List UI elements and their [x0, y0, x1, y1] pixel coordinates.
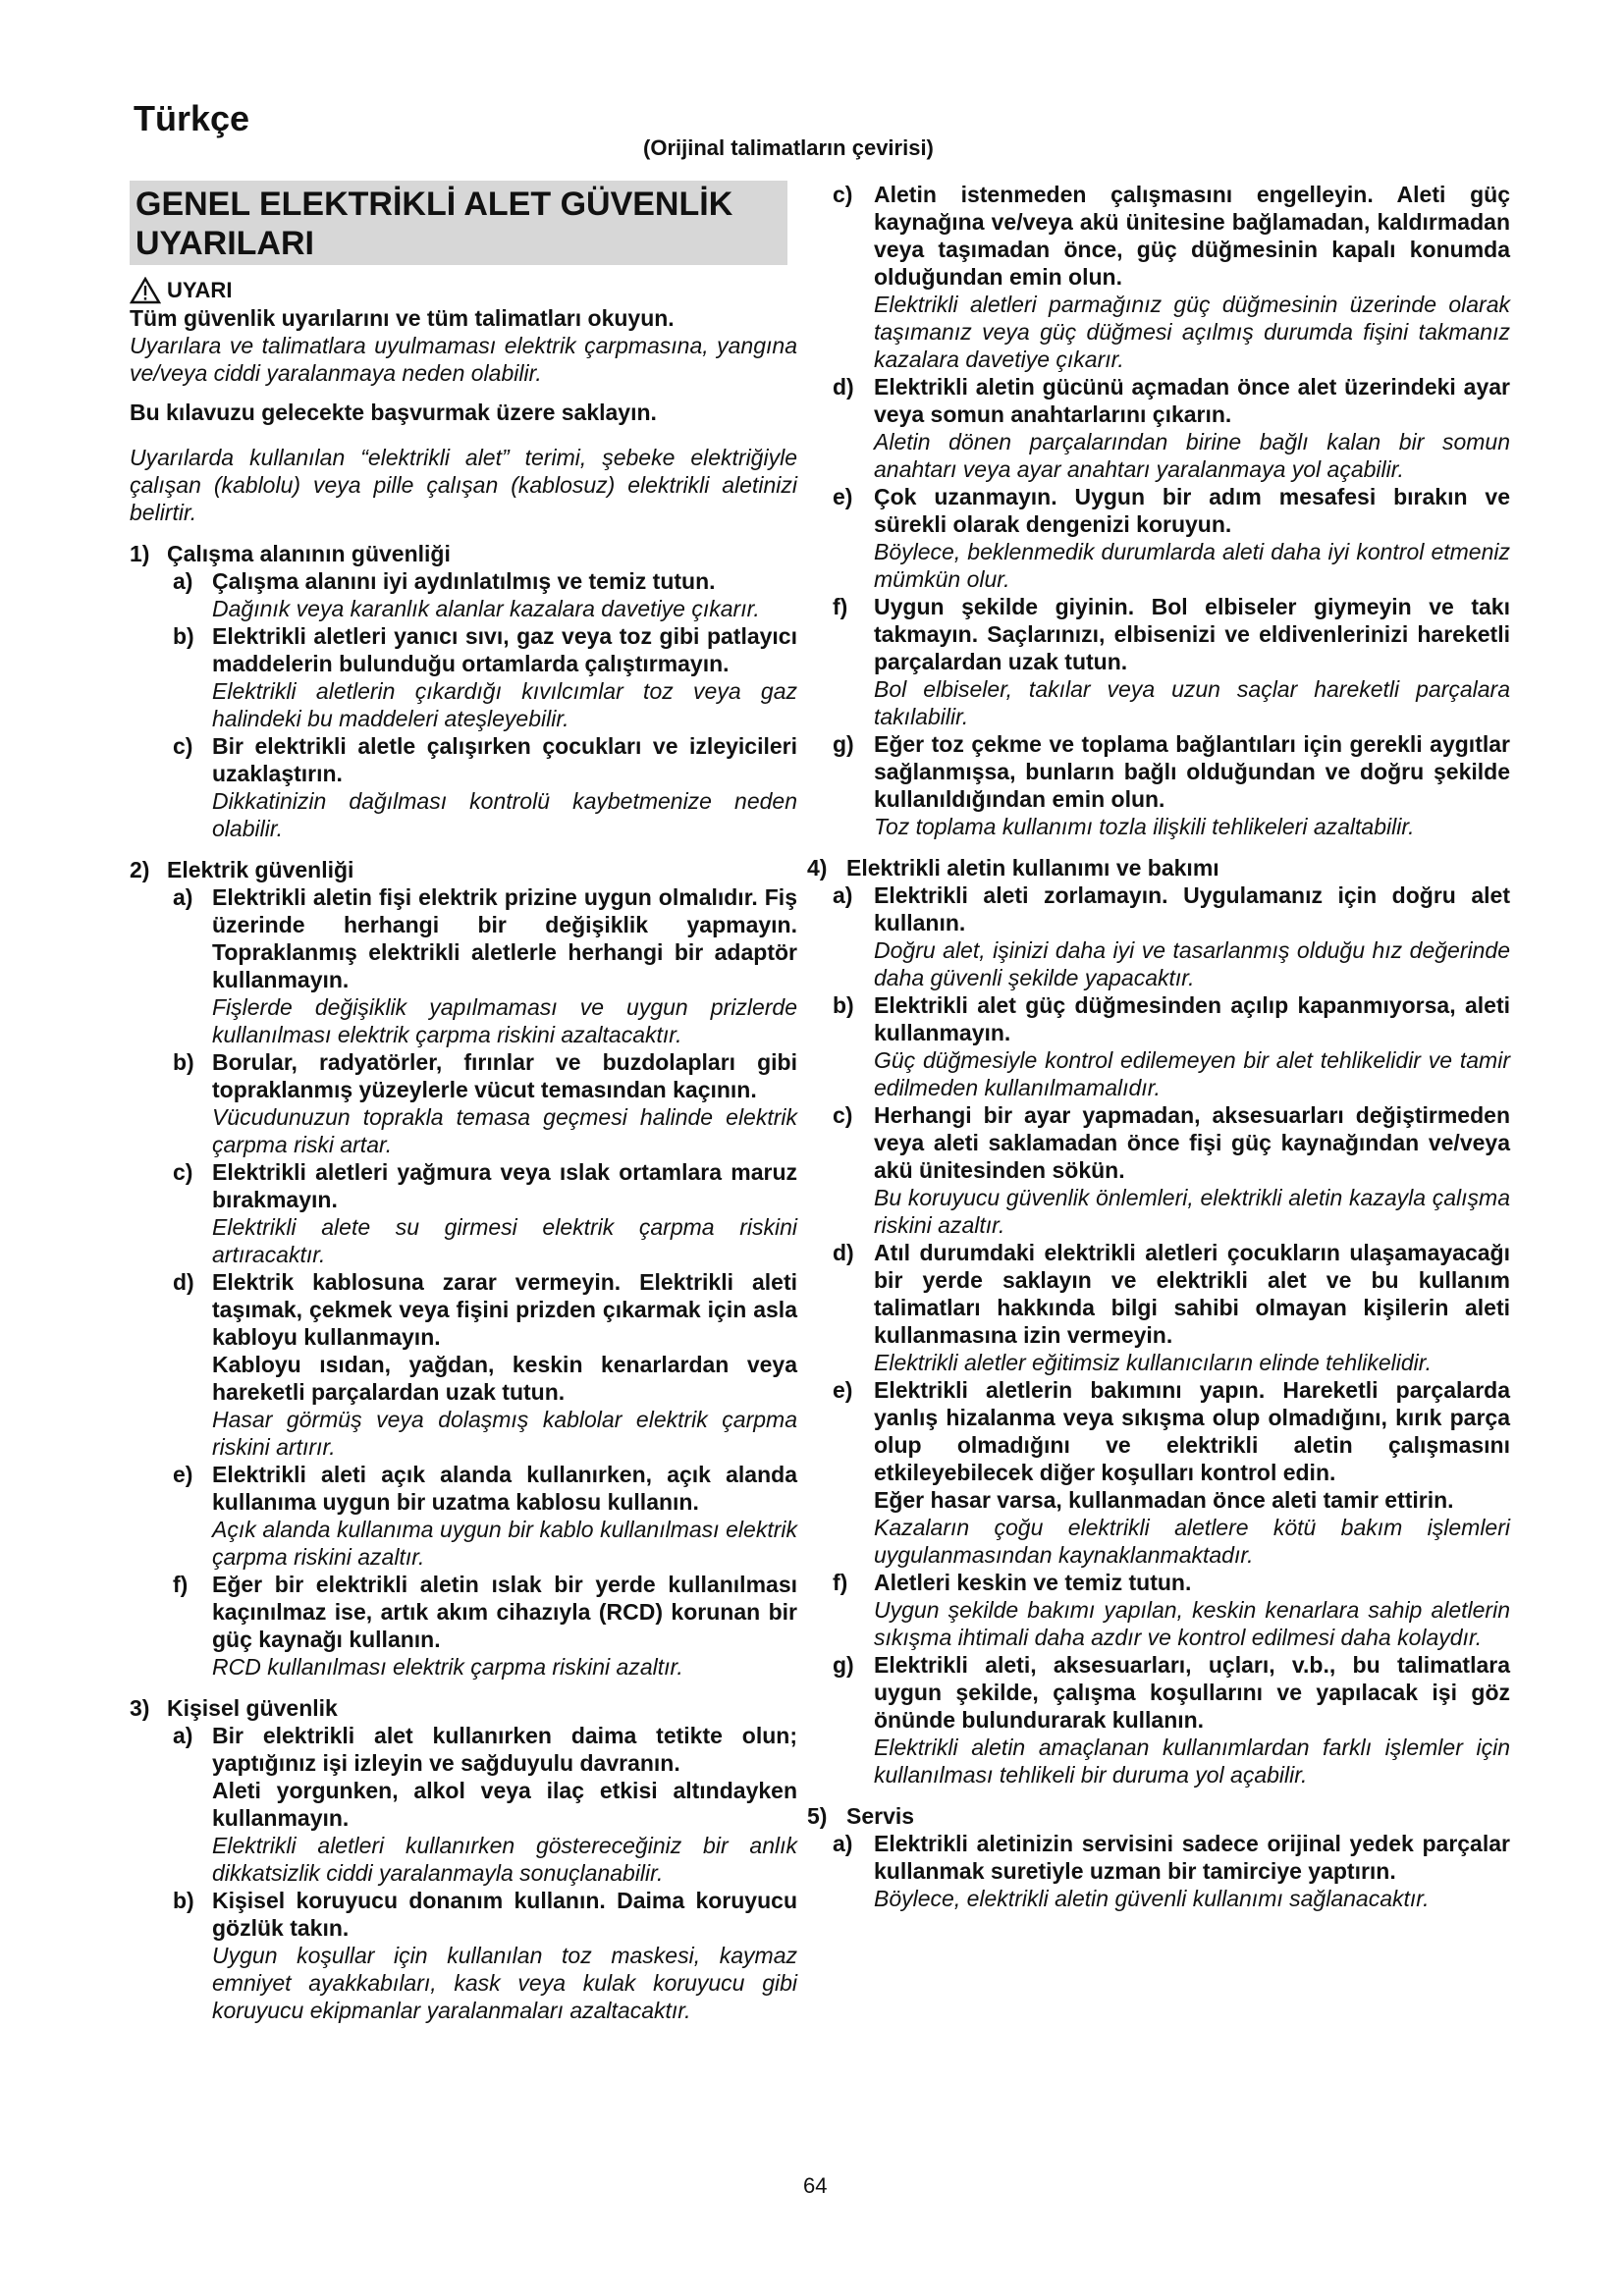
section-3-title: Kişisel güvenlik — [167, 1695, 338, 1721]
intro-italic-1: Uyarılara ve talimatlara uyulmaması elektrik çarpmasına, yangına ve/veya ciddi yaralanmaya neden olabilir. — [130, 333, 797, 386]
list-item: c) Bir elektrikli aletle çalışırken çocukları ve izleyicileri uzaklaştırın. Dikkatinizin dağılması kontrolü kaybetmenize neden olabilir. — [173, 733, 797, 841]
section-2-title: Elektrik güvenliği — [167, 857, 354, 882]
list-item: f) Uygun şekilde giyinin. Bol elbiseler giymeyin ve takı takmayın. Saçlarınızı, elbisenizi ve eldivenlerinizi hareketli parçalardan uzak tutun. Bol elbiseler, takılar veya uzun saçlar hareketli parçalara takılabilir. — [833, 594, 1510, 729]
section-5-title: Servis — [846, 1803, 915, 1829]
section-5-header: 5) Servis — [807, 1803, 915, 1829]
section-4-header: 4) Elektrikli aletin kullanımı ve bakımı — [807, 855, 1219, 881]
section-1-title: Çalışma alanının güvenliği — [167, 541, 451, 566]
list-item: d) Elektrikli aletin gücünü açmadan önce alet üzerindeki ayar veya somun anahtarlarını çıkarın. Aletin dönen parçalarından birine bağlı kalan bir somun anahtarı veya ayar anahtarı yaralanmaya yol açabilir. — [833, 374, 1510, 482]
list-item: c) Aletin istenmeden çalışmasını engelleyin. Aleti güç kaynağına ve/veya akü ünitesine bağlamadan, kaldırmadan veya taşımadan önce, güç düğmesinin kapalı konumda olduğundan emin olun. Elektrikli aletleri parmağınız güç düğmesinin üzerinde olarak taşımanız veya güç düğmesi açılmış durumda fişini takmanız kazalara davetiye çıkarır. — [833, 182, 1510, 372]
list-item: d) Elektrik kablosuna zarar vermeyin. Elektrikli aleti taşımak, çekmek veya fişini prizden çıkarmak için asla kabloyu kullanmayın. Kabloyu ısıdan, yağdan, keskin kenarlardan veya hareketli parçalardan uzak tutun. Hasar görmüş veya dolaşmış kablolar elektrik çarpma riskini artırır. — [173, 1269, 797, 1460]
list-item: c) Herhangi bir ayar yapmadan, aksesuarları değiştirmeden veya aleti saklamadan önce fişi güç kaynağından ve/veya akü ünitesinden sökün. Bu koruyucu güvenlik önlemleri, elektrikli aletin kazayla çalışma riskini azaltır. — [833, 1102, 1510, 1238]
intro-italic-2: Uyarılarda kullanılan “elektrikli alet” terimi, şebeke elektriğiyle çalışan (kablolu) veya pille çalışan (kablosuz) elektrikli aletinizi belirtir. — [130, 445, 797, 525]
section-1-header: 1) Çalışma alanının güvenliği — [130, 541, 451, 566]
list-item: a) Elektrikli aleti zorlamayın. Uygulamanız için doğru alet kullanın. Doğru alet, işinizi daha iyi ve tasarlanmış olduğu hız değerinde daha güvenli şekilde yapacaktır. — [833, 882, 1510, 990]
list-item: f) Aletleri keskin ve temiz tutun. Uygun şekilde bakımı yapılan, keskin kenarlara sahip aletlerin sıkışma ihtimali daha azdır ve kontrol edilmesi daha kolaydır. — [833, 1570, 1510, 1650]
section-2-header: 2) Elektrik güvenliği — [130, 857, 354, 882]
list-item: d) Atıl durumdaki elektrikli aletleri çocukların ulaşamayacağı bir yerde saklayın ve elektrikli alet ve bu kullanım talimatları hakkında bilgi sahibi olmayan kişilerin aleti kullanmasına izin vermeyin. Elektrikli aletler eğitimsiz kullanıcıların elinde tehlikelidir. — [833, 1240, 1510, 1375]
section-4-title: Elektrikli aletin kullanımı ve bakımı — [846, 855, 1219, 881]
warning-text: UYARI — [167, 278, 233, 302]
list-item: e) Çok uzanmayın. Uygun bir adım mesafesi bırakın ve sürekli olarak dengenizi koruyun. Böylece, beklenmedik durumlarda aleti daha iyi kontrol etmeniz mümkün olur. — [833, 484, 1510, 592]
list-item: f) Eğer bir elektrikli aletin ıslak bir yerde kullanılması kaçınılmaz ise, artık akım cihazıyla (RCD) korunan bir güç kaynağı kullanın. RCD kullanılması elektrik çarpma riskini azaltır. — [173, 1572, 797, 1680]
list-item: g) Elektrikli aleti, aksesuarları, uçları, v.b., bu talimatlara uygun şekilde, çalışma koşullarını ve yapılacak işi göz önünde bulundurarak kullanın. Elektrikli aletin amaçlanan kullanımlardan farklı işlemler için kullanılması tehlikeli bir duruma yol açabilir. — [833, 1652, 1510, 1788]
intro-bold-1: Tüm güvenlik uyarılarını ve tüm talimatları okuyun. — [130, 305, 675, 331]
list-item: a) Çalışma alanını iyi aydınlatılmış ve temiz tutun. Dağınık veya karanlık alanlar kazalara davetiye çıkarır. — [173, 568, 760, 621]
list-item: a) Elektrikli aletinizin servisini sadece orijinal yedek parçalar kullanmak suretiyle uzman bir tamirciye yaptırın. Böylece, elektrikli aletin güvenli kullanımı sağlanacaktır. — [833, 1831, 1510, 1911]
left-column — [130, 181, 797, 2024]
list-item: e) Elektrikli aletlerin bakımını yapın. Hareketli parçalarda yanlış hizalanma veya sıkışma olup olmadığını, kırık parça olup olmadığını ve elektrikli aletin çalışmasını etkileyebilecek diğer koşulları kontrol edin. Eğer hasar varsa, kullanmadan önce aleti tamir ettirin. Kazaların çoğu elektrikli aletlere kötü bakım işlemleri uygulanmasından kaynaklanmaktadır. — [833, 1377, 1510, 1568]
language-heading: Türkçe — [134, 98, 250, 138]
list-item: b) Kişisel koruyucu donanım kullanın. Daima koruyucu gözlük takın. Uygun koşullar için kullanılan toz maskesi, kaymaz emniyet ayakkabıları, kask veya kulak koruyucu gibi koruyucu ekipmanlar yaralanmaları azaltacaktır. — [173, 1888, 797, 2023]
list-item: e) Elektrikli aleti açık alanda kullanırken, açık alanda kullanıma uygun bir uzatma kablosu kullanın. Açık alanda kullanıma uygun bir kablo kullanılması elektrik çarpma riskini azaltır. — [173, 1462, 797, 1570]
list-item: b) Elektrikli aletleri yanıcı sıvı, gaz veya toz gibi patlayıcı maddelerin bulunduğu ortamlarda çalıştırmayın. Elektrikli aletlerin çıkardığı kıvılcımlar toz veya gaz halindeki bu maddeleri ateşleyebilir. — [173, 623, 797, 731]
section-3-header: 3) Kişisel güvenlik — [130, 1695, 338, 1721]
section-banner: GENEL ELEKTRİKLİ ALET GÜVENLİK UYARILARI — [130, 181, 787, 265]
warning-triangle-icon — [130, 277, 161, 304]
translation-note: (Orijinal talimatların çevirisi) — [643, 135, 934, 160]
list-item: c) Elektrikli aletleri yağmura veya ıslak ortamlara maruz bırakmayın. Elektrikli alete su girmesi elektrik çarpma riskini artıracaktır. — [173, 1159, 797, 1267]
intro-bold-2: Bu kılavuzu gelecekte başvurmak üzere saklayın. — [130, 400, 657, 425]
right-column — [807, 181, 1510, 1912]
list-item: b) Borular, radyatörler, fırınlar ve buzdolapları gibi topraklanmış yüzeylerle vücut temasından kaçının. Vücudunuzun toprakla temasa geçmesi halinde elektrik çarpma riski artar. — [173, 1049, 797, 1157]
page-number: 64 — [803, 2173, 828, 2198]
list-item: a) Elektrikli aletin fişi elektrik prizine uygun olmalıdır. Fiş üzerinde herhangi bir değişiklik yapmayın. Topraklanmış elektrikli aletlerle herhangi bir adaptör kullanmayın. Fişlerde değişiklik yapılmaması ve uygun prizlerde kullanılması elektrik çarpma riskini azaltacaktır. — [173, 884, 797, 1047]
list-item: a) Bir elektrikli alet kullanırken daima tetikte olun; yaptığınız işi izleyin ve sağduyulu davranın. Aleti yorgunken, alkol veya ilaç etkisi altındayken kullanmayın. Elektrikli aletleri kullanırken göstereceğiniz bir anlık dikkatsizlik ciddi yaralanmayla sonuçlanabilir. — [173, 1723, 797, 1886]
list-item: g) Eğer toz çekme ve toplama bağlantıları için gerekli aygıtlar sağlanmışsa, bunların bağlı olduğundan ve doğru şekilde kullanıldığından emin olun. Toz toplama kullanımı tozla ilişkili tehlikeleri azaltabilir. — [833, 731, 1510, 839]
warning-label — [130, 277, 797, 304]
list-item: b) Elektrikli alet güç düğmesinden açılıp kapanmıyorsa, aleti kullanmayın. Güç düğmesiyle kontrol edilemeyen bir alet tehlikelidir ve tamir edilmeden kullanılmamalıdır. — [833, 992, 1510, 1100]
